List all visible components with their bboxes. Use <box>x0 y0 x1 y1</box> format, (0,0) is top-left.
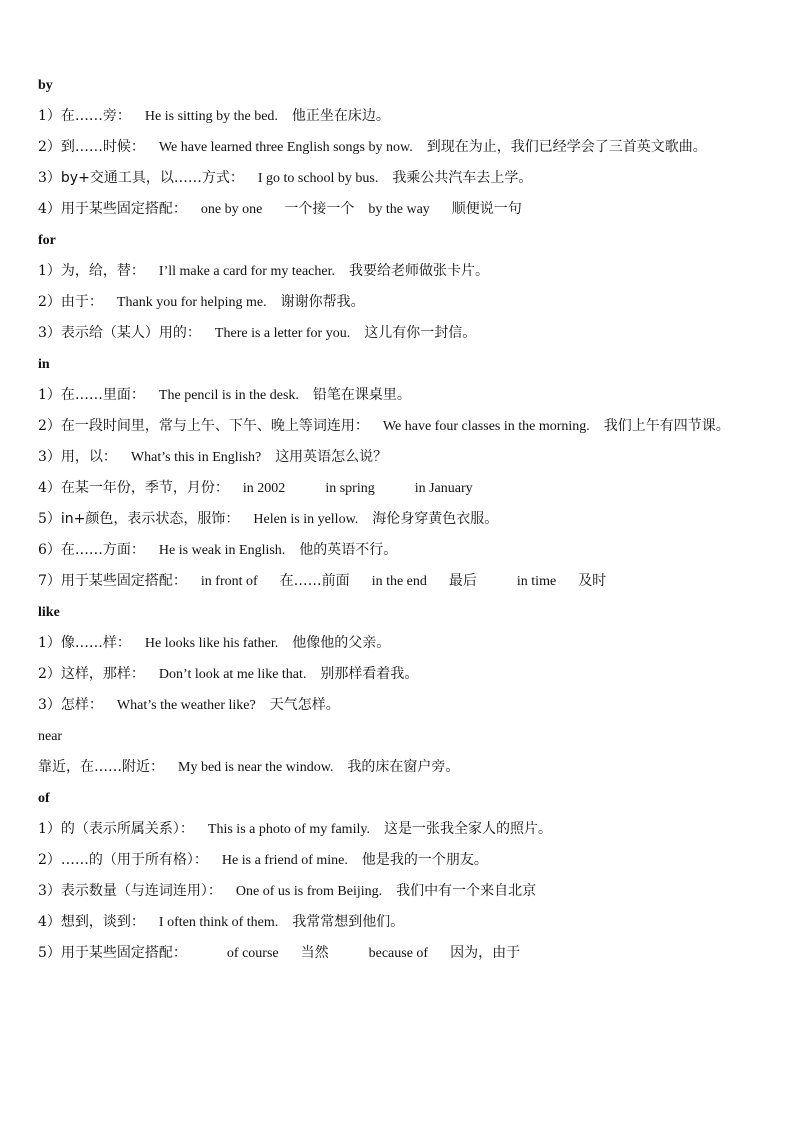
item-number: 1） <box>38 821 61 837</box>
usage-meaning: 用于某些固定搭配： <box>60 945 187 961</box>
phrase: in the end <box>371 574 427 589</box>
usage-line <box>38 442 758 473</box>
example-translation: 我们上午有四节课。 <box>603 418 730 434</box>
phrase-meaning: 最后 <box>448 573 477 589</box>
item-number: 1） <box>38 635 61 651</box>
usage-meaning: 在……旁： <box>60 108 131 124</box>
usage-line <box>38 256 758 287</box>
usage-line <box>38 659 758 690</box>
usage-line <box>38 628 758 659</box>
usage-line <box>38 287 758 318</box>
usage-meaning: 在……里面： <box>60 387 145 403</box>
phrase-meaning: 一个接一个 <box>284 201 355 217</box>
usage-meaning: 这样，那样： <box>60 666 145 682</box>
item-number: 1） <box>38 108 61 124</box>
usage-line <box>38 194 758 225</box>
section-heading-like: like <box>38 605 60 620</box>
example-translation: 天气怎样。 <box>269 697 340 713</box>
phrase: in spring <box>325 481 375 496</box>
example-sentence: I go to school by bus. <box>257 171 379 186</box>
usage-meaning: 在某一年份，季节，月份： <box>60 480 229 496</box>
phrase: in front of <box>200 574 258 589</box>
usage-meaning: by+交通工具，以……方式： <box>60 170 244 186</box>
example-sentence: I often think of them. <box>158 915 279 930</box>
usage-meaning: 到……时候： <box>60 139 145 155</box>
item-number: 2） <box>38 139 61 155</box>
item-number: 6） <box>38 542 61 558</box>
usage-meaning: 用，以： <box>60 449 117 465</box>
example-sentence: Helen is in yellow. <box>253 512 359 527</box>
usage-meaning: 用于某些固定搭配： <box>60 573 187 589</box>
usage-meaning: 靠近，在……附近： <box>38 759 164 775</box>
example-translation: 这用英语怎么说？ <box>275 449 388 465</box>
example-sentence: We have learned three English songs by now. <box>158 140 413 155</box>
example-sentence: He is weak in English. <box>158 543 286 558</box>
example-sentence: One of us is from Beijing. <box>235 884 383 899</box>
item-number: 2） <box>38 666 61 682</box>
usage-line <box>38 473 758 504</box>
phrase: by the way <box>368 202 430 217</box>
usage-line <box>38 380 758 411</box>
example-translation: 他是我的一个朋友。 <box>361 852 488 868</box>
usage-meaning: 像……样： <box>60 635 131 651</box>
example-sentence: He is sitting by the bed. <box>144 109 278 124</box>
example-sentence: My bed is near the window. <box>178 760 334 775</box>
item-number: 2） <box>38 418 61 434</box>
example-sentence: He is a friend of mine. <box>221 853 348 868</box>
item-number: 3） <box>38 325 61 341</box>
usage-meaning: 在……方面： <box>60 542 145 558</box>
usage-meaning: 表示数量（与连词连用）： <box>60 883 222 899</box>
usage-line <box>38 876 758 907</box>
phrase: in January <box>414 481 473 496</box>
section-heading-of: of <box>38 791 50 806</box>
example-sentence: I’ll make a card for my teacher. <box>158 264 335 279</box>
item-number: 3） <box>38 170 61 186</box>
usage-meaning: 怎样： <box>60 697 103 713</box>
usage-meaning: 表示给（某人）用的： <box>60 325 201 341</box>
section-heading-near: near <box>38 729 63 744</box>
usage-line <box>38 411 758 442</box>
example-sentence: He looks like his father. <box>144 636 279 651</box>
usage-meaning: 的（表示所属关系）： <box>60 821 194 837</box>
phrase-meaning: 因为，由于 <box>450 945 521 961</box>
usage-line <box>38 907 758 938</box>
phrase: because of <box>368 946 429 961</box>
example-translation: 他像他的父亲。 <box>292 635 391 651</box>
phrase: in 2002 <box>242 481 286 496</box>
example-translation: 到现在为止，我们已经学会了三首英文歌曲。 <box>426 139 707 155</box>
usage-line <box>38 845 758 876</box>
item-number: 4） <box>38 201 61 217</box>
item-number: 2） <box>38 852 61 868</box>
example-translation: 这是一张我全家人的照片。 <box>383 821 552 837</box>
usage-line <box>38 752 758 783</box>
usage-meaning: 用于某些固定搭配： <box>60 201 187 217</box>
example-translation: 他的英语不行。 <box>299 542 398 558</box>
usage-line <box>38 535 758 566</box>
phrase-meaning: 顺便说一句 <box>451 201 522 217</box>
usage-line <box>38 938 758 969</box>
section-heading-for: for <box>38 233 56 248</box>
item-number: 1） <box>38 263 61 279</box>
example-translation: 我常常想到他们。 <box>292 914 405 930</box>
item-number: 3） <box>38 697 61 713</box>
example-translation: 谢谢你帮我。 <box>280 294 365 310</box>
item-number: 4） <box>38 480 61 496</box>
example-sentence: What’s the weather like? <box>116 698 256 713</box>
example-translation: 他正坐在床边。 <box>291 108 390 124</box>
usage-line <box>38 163 758 194</box>
item-number: 3） <box>38 883 61 899</box>
example-translation: 别那样看着我。 <box>320 666 419 682</box>
item-number: 2） <box>38 294 61 310</box>
item-number: 5） <box>38 511 61 527</box>
example-sentence: We have four classes in the morning. <box>382 419 590 434</box>
usage-meaning: ……的（用于所有格）： <box>60 852 208 868</box>
item-number: 3） <box>38 449 61 465</box>
item-number: 7） <box>38 573 61 589</box>
example-translation: 这儿有你一封信。 <box>364 325 477 341</box>
phrase-meaning: 在……前面 <box>279 573 350 589</box>
phrase: of course <box>226 946 279 961</box>
usage-meaning: 在一段时间里，常与上午、下午、晚上等词连用： <box>60 418 369 434</box>
example-translation: 我要给老师做张卡片。 <box>349 263 489 279</box>
item-number: 5） <box>38 945 61 961</box>
usage-line <box>38 101 758 132</box>
example-sentence: The pencil is in the desk. <box>158 388 299 403</box>
usage-line <box>38 132 758 163</box>
usage-line <box>38 566 758 597</box>
usage-meaning: 想到，谈到： <box>60 914 145 930</box>
item-number: 4） <box>38 914 61 930</box>
phrase-meaning: 当然 <box>300 945 329 961</box>
usage-line <box>38 690 758 721</box>
phrase-meaning: 及时 <box>578 573 607 589</box>
example-sentence: Don’t look at me like that. <box>158 667 307 682</box>
example-sentence: Thank you for helping me. <box>116 295 267 310</box>
example-sentence: There is a letter for you. <box>214 326 351 341</box>
section-heading-in: in <box>38 357 50 372</box>
example-translation: 我的床在窗户旁。 <box>347 759 460 775</box>
usage-meaning: 由于： <box>60 294 103 310</box>
section-heading-by: by <box>38 78 53 93</box>
usage-line <box>38 504 758 535</box>
phrase: in time <box>516 574 557 589</box>
document-page <box>38 70 758 969</box>
example-translation: 铅笔在课桌里。 <box>312 387 411 403</box>
example-sentence: What’s this in English? <box>130 450 262 465</box>
example-sentence: This is a photo of my family. <box>207 822 370 837</box>
item-number: 1） <box>38 387 61 403</box>
usage-meaning: in+颜色，表示状态，服饰： <box>60 511 240 527</box>
example-translation: 我乘公共汽车去上学。 <box>392 170 533 186</box>
phrase: one by one <box>200 202 263 217</box>
example-translation: 我们中有一个来自北京 <box>396 883 537 899</box>
usage-line <box>38 318 758 349</box>
usage-meaning: 为，给，替： <box>60 263 145 279</box>
example-translation: 海伦身穿黄色衣服。 <box>372 511 499 527</box>
usage-line <box>38 814 758 845</box>
